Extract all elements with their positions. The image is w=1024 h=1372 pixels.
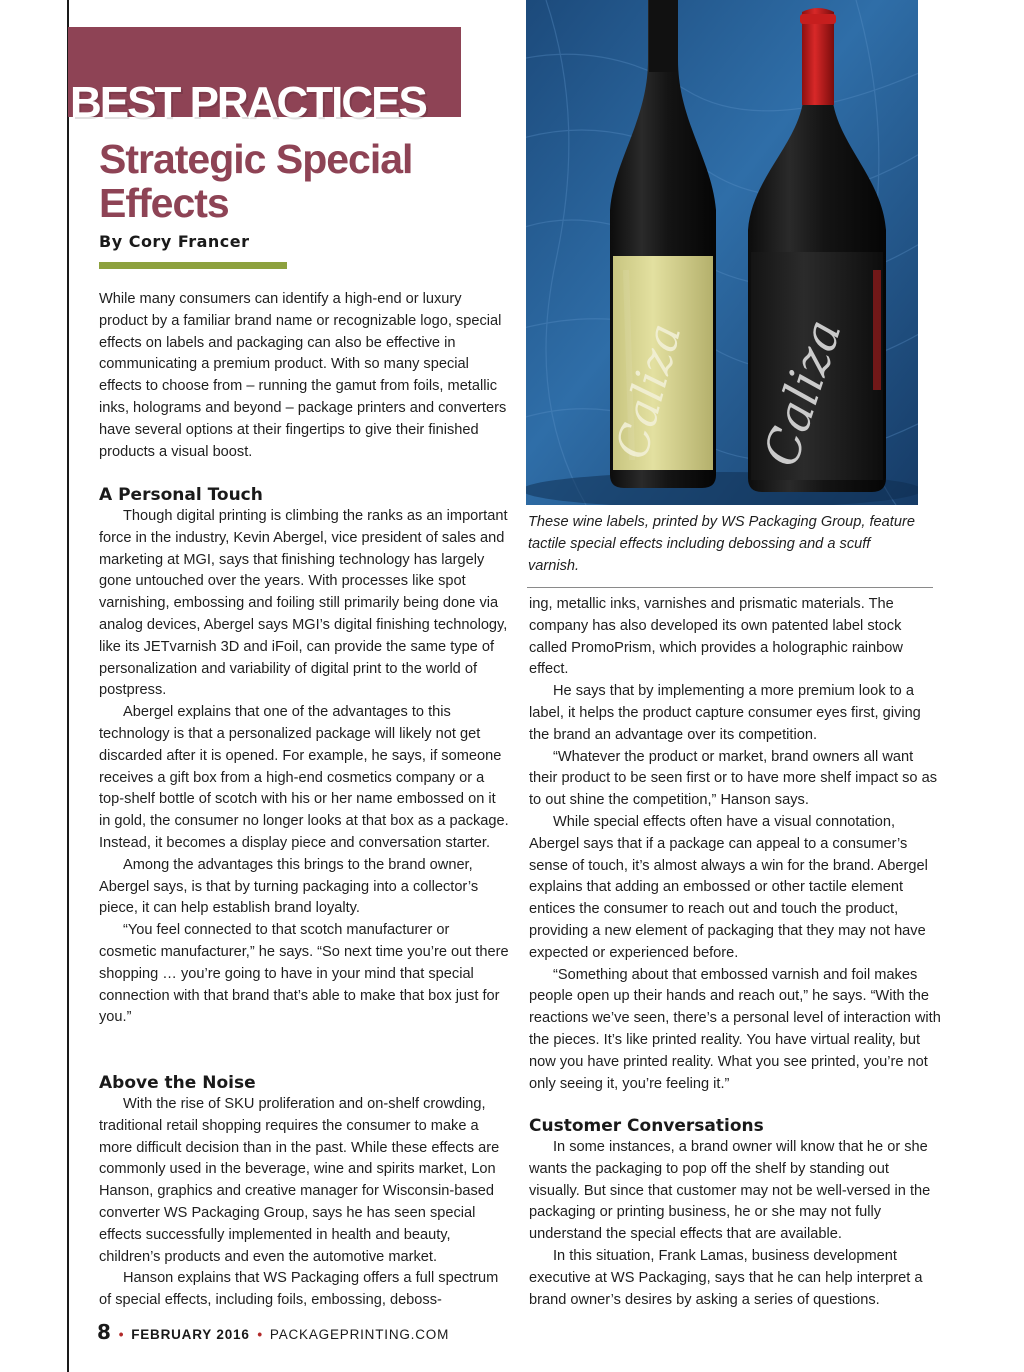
paragraph: “Whatever the product or market, brand owners all want their product to be seen first or to have more shelf impact so as to out shine the competition,” Hanson says.: [529, 748, 938, 809]
paragraph: He says that by implementing a more premium look to a label, it helps the product capture consumer eyes first, giving the brand an advantage over its competition.: [529, 683, 921, 743]
wine-bottles-illustration: [526, 0, 918, 505]
photo-caption: These wine labels, printed by WS Packaging Group, feature tactile special effects including debossing and a scuff varnish.: [528, 514, 915, 574]
margin-rule: [67, 0, 69, 1372]
section-personal-touch: [99, 484, 509, 1029]
footer-separator-dot: •: [257, 1327, 263, 1342]
wine-bottles-photo: [526, 0, 918, 505]
website-link[interactable]: PACKAGEPRINTING.COM: [269, 1327, 450, 1342]
section-heading: Customer Conversations: [529, 1116, 764, 1136]
section-banner-label: BEST PRACTICES: [70, 78, 426, 127]
issue-date: FEBRUARY 2016: [131, 1327, 250, 1342]
paragraph: “You feel connected to that scotch manufacturer or cosmetic manufacturer,” he says. “So next time you’re out there shopping … you’re going to have in your mind that special connection with that brand that’s able to make that box just for you.”: [99, 922, 509, 1026]
intro-paragraph: While many consumers can identify a high-end or luxury product by a familiar brand name or recognizable logo, special effects on labels and packaging can also be effective in communicating a premium product. With so many special effects to choose from – running the gamut from foils, metallic inks, holograms and beyond – package printers and converters have several options at their fingertips to give their finished products a visual boost.: [99, 291, 507, 460]
paragraph: With the rise of SKU proliferation and on-shelf crowding, traditional retail shopping requires the consumer to make a more difficult decision than in the past. While these effects are commonly used in the beverage, wine and spirits market, Lon Hanson, graphics and creative manager for Wisconsin-based converter WS Packaging Group, says he has seen special effects successfully implemented in health and beauty, children’s products and even the automotive market.: [99, 1096, 500, 1265]
paragraph: While special effects often have a visual connotation, Abergel says that if a package can appeal to a consumer’s sense of touch, it’s almost always a win for the brand. Abergel explains that adding an embossed or other tactile element entices the consumer to reach out and touch the product, providing a new element of packaging that they may not have expected or experienced before.: [529, 813, 928, 961]
paragraph: Among the advantages this brings to the brand owner, Abergel says, is that by turning packaging into a collector’s piece, it can help establish brand loyalty.: [99, 856, 479, 917]
paragraph: ing, metallic inks, varnishes and prismatic materials. The company has also developed its own patented label stock called PromoPrism, which provides a holographic rainbow effect.: [529, 596, 903, 678]
right-label-script: Caliza: [752, 313, 853, 474]
left-label-script: Caliza: [606, 318, 692, 465]
intro-block: [99, 289, 509, 463]
section-customer-conversations: [529, 1115, 941, 1311]
section-above-noise: [99, 1072, 509, 1312]
byline: By Cory Francer: [99, 232, 250, 251]
paragraph: “Something about that embossed varnish and foil makes people open up their hands and reach out,” he says. “With the reactions we’ve seen, there’s a personal level of interaction with the pieces. It’s like printed reality. You have virtual reality, but now you have printed reality. What you see printed, you’re not only seeing it, you’re feeling it.”: [529, 966, 941, 1092]
paragraph: Though digital printing is climbing the ranks as an important force in the industry, Kevin Abergel, vice president of sales and marketing at MGI, says that finishing technology has largely gone untouched over the years. With processes like spot varnishing, embossing and foiling still primarily being done via analog devices, Abergel says MGI’s digital finishing technology, like its JETvarnish 3D and iFoil, can provide the same type of personalization and variability of digital print to the world of postpress.: [99, 508, 508, 699]
page-footer: [97, 1320, 449, 1344]
page-number: 8: [97, 1320, 111, 1344]
footer-separator-dot: •: [118, 1327, 124, 1342]
section-heading: A Personal Touch: [99, 485, 263, 505]
paragraph: In some instances, a brand owner will know that he or she wants the packaging to pop off the shelf by standing out visually. But since that customer may not be well-versed in the packaging or printing business, he or she may not fully understand the special effects that are available.: [529, 1139, 931, 1243]
paragraph: Hanson explains that WS Packaging offers a full spectrum of special effects, including foils, embossing, deboss-: [99, 1270, 499, 1309]
right-column-block: [529, 594, 941, 1095]
caption-rule: [527, 587, 933, 588]
section-heading: Above the Noise: [99, 1073, 256, 1093]
article-title: Strategic Special Effects: [99, 136, 413, 226]
byline-rule: [99, 262, 287, 269]
paragraph: In this situation, Frank Lamas, business development executive at WS Packaging, says that he can help interpret a brand owner’s desires by asking a series of questions.: [529, 1247, 923, 1308]
paragraph: Abergel explains that one of the advantages to this technology is that a personalized package will likely not get discarded after it is opened. For example, he says, if someone receives a gift box from a high-end cosmetics company or a top-shelf bottle of scotch with his or her name embossed on it in gold, the consumer no longer looks at that box as a package. Instead, it becomes a display piece and conversation starter.: [99, 704, 509, 851]
